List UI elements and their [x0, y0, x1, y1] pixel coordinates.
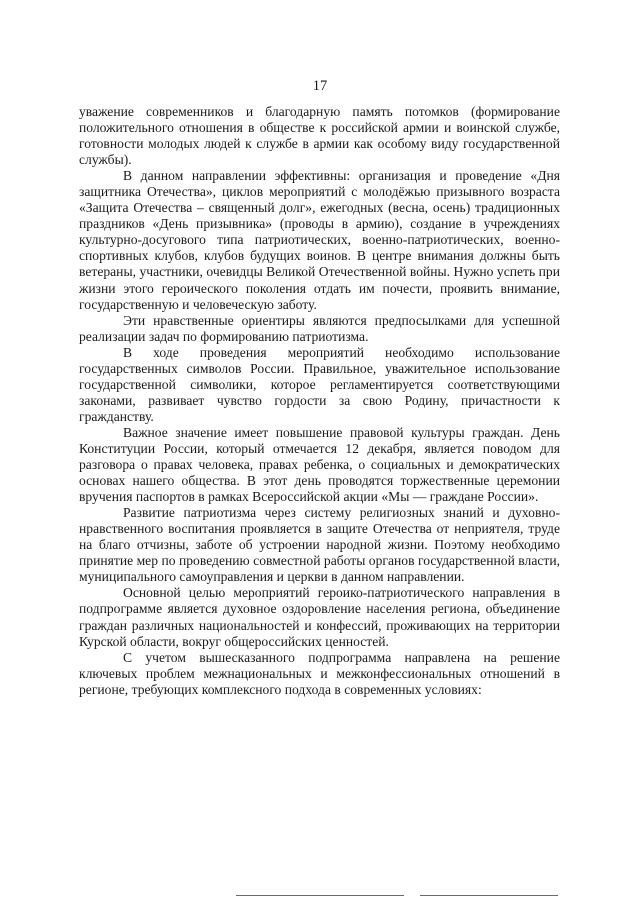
paragraph-subprogram-focus: С учетом вышесказанного подпрограмма направлена на решение ключевых проблем межнациональных и межконфессиональных отношений в регионе, требующих комплексного подхода в современных условиях: [79, 649, 560, 697]
paragraph-legal-culture: Важное значение имеет повышение правовой культуры граждан. День Конституции России, который отмечается 12 декабря, является поводом для разговора о правах человека, правах ребенка, о социальных и демократических основах нашего общества. В этот день проводятся торжественные церемонии вручения паспортов в рамках Всероссийской акции «Мы — граждане России». [79, 424, 560, 505]
body-text [79, 104, 560, 698]
paragraph-defender-day-events: В данном направлении эффективны: организация и проведение «Дня защитника Отечества», циклов мероприятий с молодёжью призывного возраста «Защита Отечества – священный долг», ежегодных (весна, осень) традиционных праздников «День призывника» (проводы в армию), создание в учреждениях культурно-досугового типа патриотических, военно-патриотических, военно-спортивных клубов, клубов будущих воинов. В центре внимания должны быть ветераны, участники, очевидцы Великой Отечественной войны. Нужно успеть при жизни этого героического поколения отдать им почести, проявить внимание, государственную и человеческую заботу. [79, 168, 560, 312]
paragraph-religious-education: Развитие патриотизма через систему религиозных знаний и духовно-нравственного воспитания проявляется в защите Отечества от неприятеля, труде на благо отчизны, заботе об устроении народной жизни. Поэтому необходимо принятие мер по проведению совместной работы органов государственной власти, муниципального самоуправления и церкви в данном направлении. [79, 505, 560, 585]
page-number: 17 [312, 78, 328, 94]
paragraph-continuation: уважение современников и благодарную память потомков (формирование положительного отношения в обществе к российской армии и воинской службе, готовности молодых людей к службе в армии как особому виду государственной службы). [79, 104, 560, 168]
paragraph-state-symbols: В ходе проведения мероприятий необходимо использование государственных символов России. Правильное, уважительное использование государственной символики, которое регламентируется соответствующими законами, развивает чувство гордости за свою Родину, причастности к гражданству. [79, 344, 560, 424]
paragraph-main-goal: Основной целью мероприятий героико-патриотического направления в подпрограмме является духовное оздоровление населения региона, объединение граждан различных национальностей и конфессий, проживающих на территории Курской области, вокруг общероссийских ценностей. [79, 585, 560, 649]
scan-artifact-line [236, 895, 404, 896]
scan-artifact-line [420, 895, 558, 896]
paragraph-moral-guidelines: Эти нравственные ориентиры являются предпосылками для успешной реализации задач по формированию патриотизма. [79, 312, 560, 344]
